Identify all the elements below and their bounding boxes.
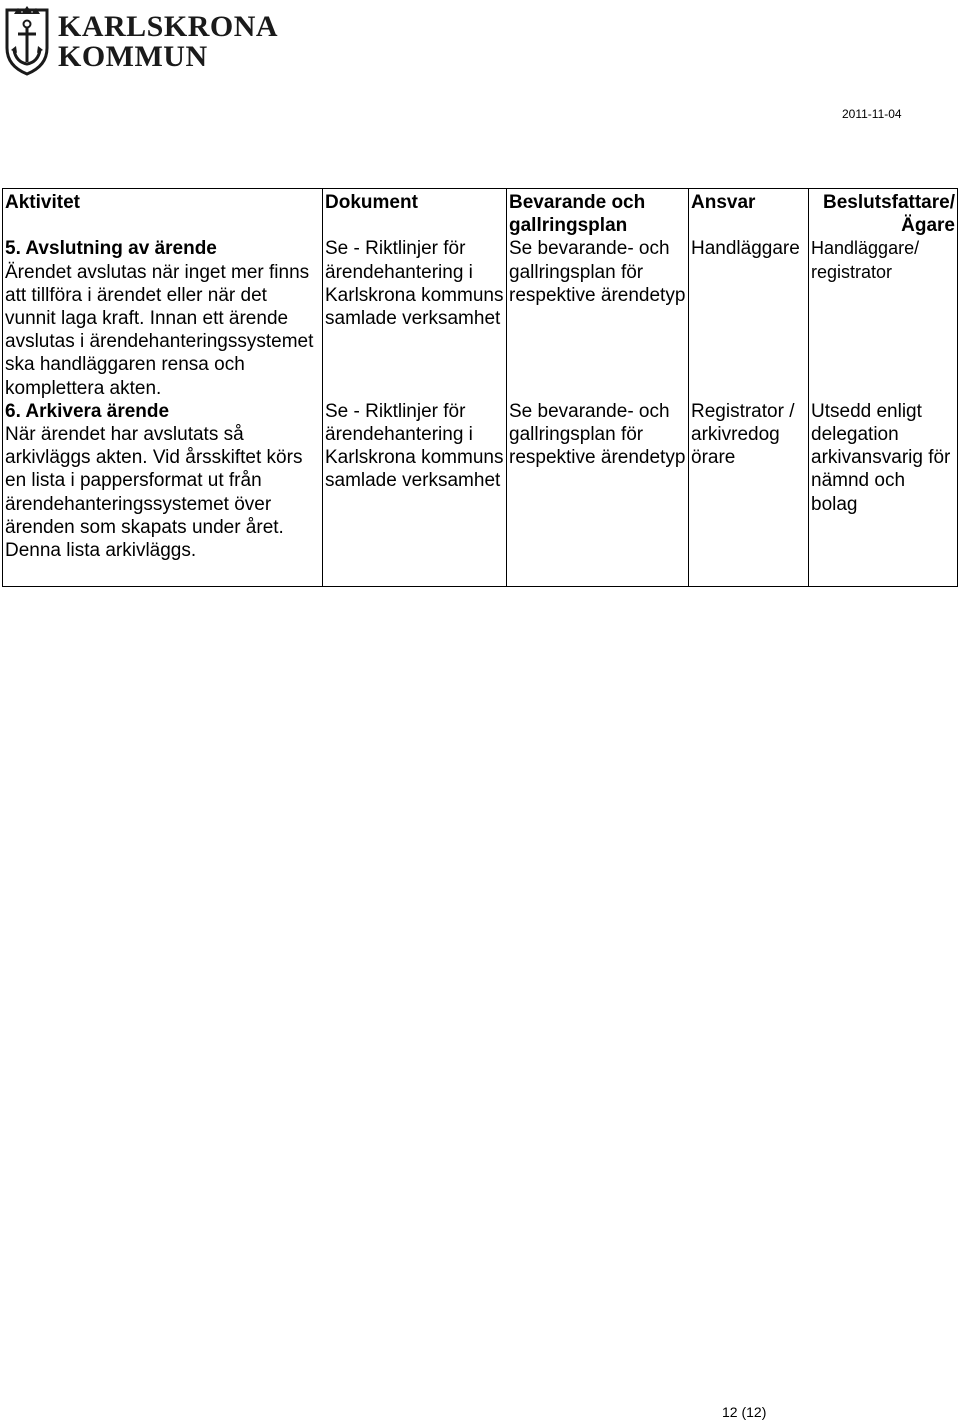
column-header-activity: Aktivitet <box>3 189 323 238</box>
activity-cell <box>3 400 323 587</box>
activity-cell <box>3 237 323 399</box>
document-cell: Se - Riktlinjer för ärendehantering i Karlskrona kommuns samlade verksamhet <box>323 400 507 587</box>
responsible-cell: Handläggare <box>689 237 809 399</box>
logo-wordmark <box>58 12 278 72</box>
column-header-owner: Beslutsfattare/ Ägare <box>809 189 958 238</box>
logo-line-1: KARLSKRONA <box>58 10 279 43</box>
table-header-row <box>3 189 958 238</box>
column-header-responsible: Ansvar <box>689 189 809 238</box>
document-cell: Se - Riktlinjer för ärendehantering i Karlskrona kommuns samlade verksamhet <box>323 237 507 399</box>
owner-cell: Utsedd enligt delegation arkivansvarig för nämnd och bolag <box>809 400 958 587</box>
column-header-document: Dokument <box>323 189 507 238</box>
plan-cell: Se bevarande- och gallringsplan för respektive ärendetyp <box>507 237 689 399</box>
responsible-cell: Registrator / arkivredog örare <box>689 400 809 587</box>
activity-table <box>2 188 958 587</box>
activity-title: 5. Avslutning av ärende <box>5 238 217 260</box>
logo-line-2: KOMMUN <box>58 40 208 73</box>
owner-cell: Handläggare/ registrator <box>809 237 958 399</box>
activity-title: 6. Arkivera ärende <box>5 400 170 422</box>
table-row <box>3 237 958 399</box>
document-date: 2011-11-04 <box>842 107 902 121</box>
page-number: 12 (12) <box>722 1404 767 1420</box>
column-header-plan: Bevarande och gallringsplan <box>507 189 689 238</box>
activity-description: Ärendet avslutas när inget mer finns att tillföra i ärendet eller när det vunnit laga kraft. Innan ett ärende avslutas i ärendehanteringssystemet ska handläggaren rensa och komplettera akten. <box>5 261 314 399</box>
anchor-crest-icon <box>4 4 50 76</box>
karlskrona-kommun-logo <box>4 4 304 76</box>
table-row <box>3 400 958 587</box>
plan-cell: Se bevarande- och gallringsplan för respektive ärendetyp <box>507 400 689 587</box>
activity-description: När ärendet har avslutats så arkivläggs akten. Vid årsskiftet körs en lista i pappersformat ut från ärendehanteringssystemet över ärenden som skapats under året. Denna lista arkivläggs. <box>5 424 303 562</box>
